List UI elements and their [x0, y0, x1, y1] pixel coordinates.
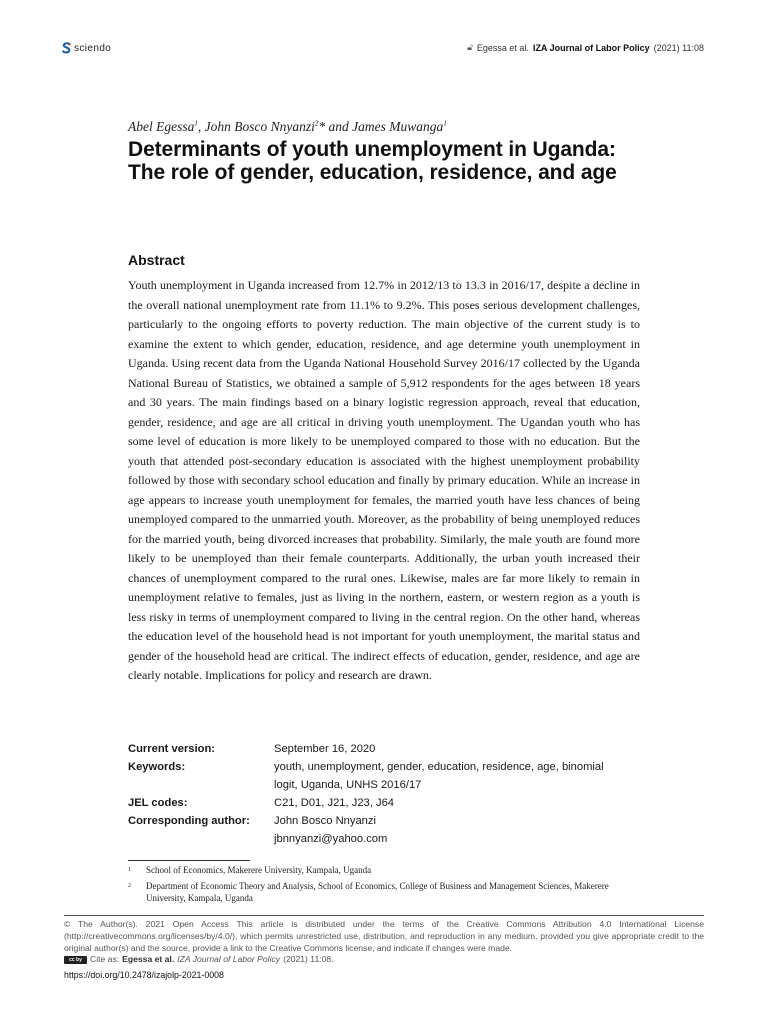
- author-name: Abel Egessa: [128, 119, 195, 134]
- metadata-value-line: youth, unemployment, gender, education, residence, age, binomial: [274, 761, 604, 773]
- metadata-value-line: September 16, 2020: [274, 743, 376, 755]
- affiliation-marker: 1: [443, 119, 447, 128]
- license-block: [64, 919, 704, 966]
- license-text: © The Author(s). 2021 Open Access This article is distributed under the terms of the Creative Commons Attribution 4.0 International License (http://creativecommons.org/licenses/by/4.0/), which permits unrestricted use, distribution, and reproduction in any medium, provided you give appropriate credit to the original author(s) and the source, provide a link to the Creative Commons license, and indicate if changes were made.: [64, 919, 704, 953]
- metadata-key: Keywords:: [128, 761, 186, 773]
- abstract-heading: Abstract: [128, 252, 185, 268]
- cite-journal: IZA Journal of Labor Policy: [177, 954, 281, 965]
- author-separator: * and: [318, 119, 353, 134]
- author-name: James Muwanga: [352, 119, 444, 134]
- running-head-issue: (2021) 11:08: [653, 42, 704, 53]
- metadata-value: [274, 812, 640, 848]
- footnote-text: School of Economics, Makerere University, Kampala, Uganda: [146, 865, 372, 875]
- article-metadata: [128, 740, 640, 848]
- author-name: John Bosco Nnyanzi: [204, 119, 315, 134]
- publisher-brand[interactable]: [62, 42, 111, 54]
- metadata-value-line: John Bosco Nnyanzi: [274, 815, 376, 827]
- author-separator: ,: [197, 119, 205, 134]
- open-access-icon: 🔓︎: [467, 42, 473, 52]
- article-title: Determinants of youth unemployment in Uganda: The role of gender, education, residence, and age: [128, 138, 617, 184]
- metadata-value-line: logit, Uganda, UNHS 2016/17: [274, 779, 422, 791]
- metadata-value: [274, 740, 640, 758]
- metadata-key: Corresponding author:: [128, 815, 250, 827]
- page-header: [0, 0, 768, 64]
- metadata-value: [274, 758, 640, 794]
- footnote-divider: [128, 860, 250, 861]
- metadata-value-line: jbnnyanzi@yahoo.com: [274, 833, 388, 845]
- doi-link[interactable]: https://doi.org/10.2478/izajolp-2021-0008: [64, 970, 224, 980]
- metadata-row: [128, 758, 640, 794]
- metadata-row: [128, 740, 640, 758]
- cite-as-line: [64, 954, 704, 966]
- author-list: [128, 116, 640, 138]
- metadata-row: [128, 794, 640, 812]
- cite-issue: (2021) 11:08.: [283, 954, 334, 965]
- metadata-row: [128, 812, 640, 848]
- footnote-text: Department of Economic Theory and Analysis, School of Economics, College of Business and Management Sciences, Makerere University, Kampala, Uganda: [146, 880, 609, 903]
- cc-by-icon[interactable]: cc by: [64, 956, 87, 964]
- footnote-number: 2: [128, 882, 131, 889]
- footnote: [128, 864, 640, 877]
- metadata-key: Current version:: [128, 743, 216, 755]
- publisher-name: sciendo: [74, 42, 112, 54]
- affiliation-marker: 1: [194, 119, 198, 128]
- running-head-journal: IZA Journal of Labor Policy: [532, 42, 650, 53]
- running-head-authors: Egessa et al.: [476, 42, 529, 53]
- cite-authors: Egessa et al.: [122, 954, 175, 965]
- metadata-value: [274, 794, 640, 812]
- license-divider: [64, 915, 704, 916]
- footnote: [128, 880, 640, 905]
- abstract-text: Youth unemployment in Uganda increased from 12.7% in 2012/13 to 13.3 in 2016/17, despite a decline in the overall national unemployment rate from 11.1% to 9.2%. This poses serious development challenges, particularly to the ongoing efforts to poverty reduction. The main objective of the current study is to examine the extent to which gender, education, residence, and age determine youth unemployment in Uganda. Using recent data from the Uganda National Household Survey 2016/17 collected by the Uganda National Bureau of Statistics, we obtained a sample of 5,912 respondents for the ages between 18 years and 30 years. The main findings based on a binary logistic regression approach, reveal that education, gender, residence, and age are all critical in driving youth unemployment. The Ugandan youth who has some level of education is more likely to be unemployed compared to those with no education. But the youth that attended post-secondary education is associated with the highest unemployment probability followed by those with secondary school education and finally by primary education. While an increase in age appears to increase youth unemployment for females, the married youth have less chances of being unemployed compared to the unmarried youth. Moreover, as the probability of being unemployed reduces for the married youth, being divorced increases that probability. Similarly, the male youth are found more likely to be unemployed than their female counterparts. Additionally, the urban youth increased their chances of unemployment compared to the rural ones. Likewise, males are far more likely to remain in unemployment relative to females, just as living in the northern, eastern, or western region as a youth is less risky in terms of unemployment compared to living in the central region. On the other hand, whereas the education level of the household head is not important for youth unemployment, the marital status and gender of the household head are critical. The indirect effects of education, gender, residence, and age are clearly notable. Implications for policy and research are drawn.: [128, 278, 640, 682]
- footnote-number: 1: [128, 867, 131, 873]
- affiliation-marker: 2: [314, 119, 319, 128]
- affiliation-footnotes: [128, 864, 640, 908]
- running-head-citation: [467, 42, 704, 53]
- sciendo-logo-icon: [62, 42, 71, 54]
- cite-prefix: Cite as:: [90, 954, 120, 965]
- title-block: [128, 116, 640, 184]
- metadata-key: JEL codes:: [128, 797, 188, 809]
- metadata-value-line: C21, D01, J21, J23, J64: [274, 797, 395, 809]
